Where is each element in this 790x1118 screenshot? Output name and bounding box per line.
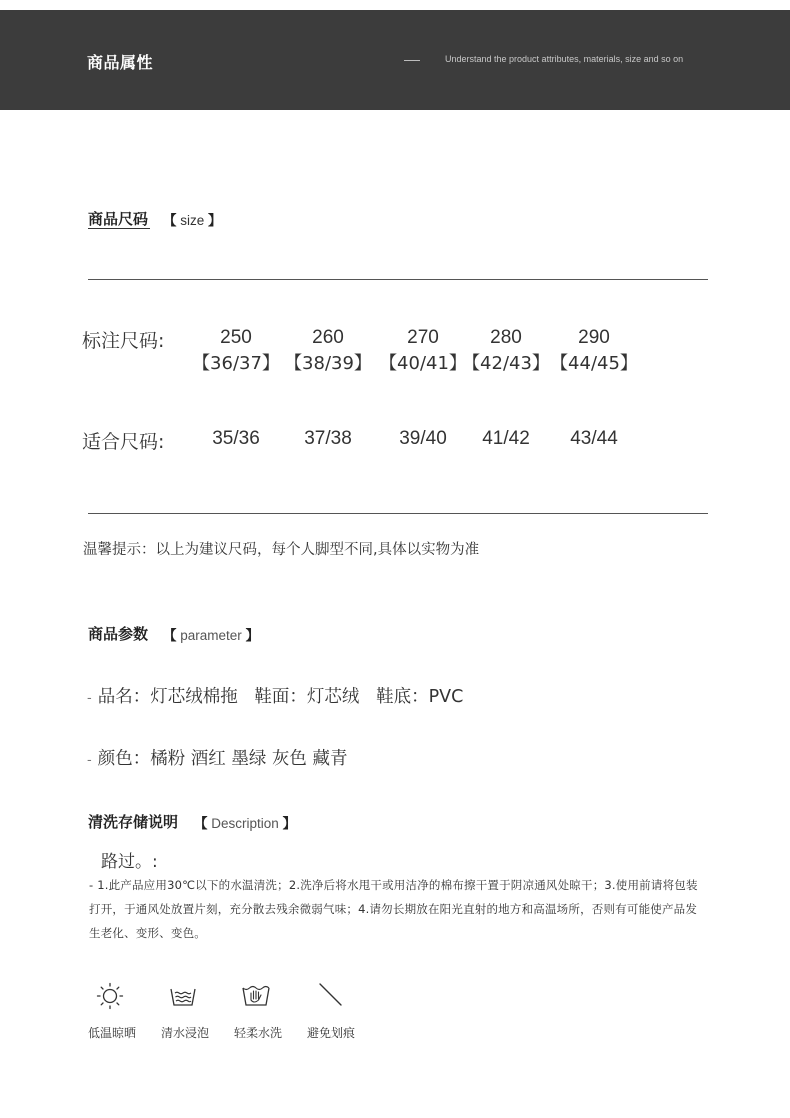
care-section-tag: 【 Description 】 bbox=[194, 816, 297, 831]
fit-size-cell: 37/38 bbox=[304, 428, 352, 449]
size-tip: 温馨提示：以上为建议尺码，每个人脚型不同,具体以实物为准 bbox=[83, 542, 480, 558]
size-table-top-rule bbox=[88, 279, 708, 280]
header-title: 商品属性 bbox=[87, 53, 154, 72]
care-icon-label: 清水浸泡 bbox=[160, 1026, 209, 1040]
care-description: - 1.此产品应用30℃以下的水温清洗；2.洗净后将水甩干或用洁净的棉布擦干置于阴凉通风处晾干；3.使用前请将包装打开，于通风处放置片刻，充分散去残余微弱气味；4.请勿长期放在阳光直射的地方和高温场所，否则有可能使产品发生老化、变形、变色。 bbox=[89, 878, 698, 940]
param-line-color: - 颜色：橘粉 酒红 墨绿 灰色 藏青 bbox=[87, 749, 348, 769]
header-divider bbox=[404, 60, 420, 61]
labeled-size-cell: 260 【38/39】 bbox=[284, 327, 372, 374]
slash-icon bbox=[309, 980, 349, 1012]
fit-size-cell: 39/40 bbox=[399, 428, 447, 449]
labeled-size-cell: 280 【42/43】 bbox=[462, 327, 550, 374]
labeled-size-row-label: 标注尺码: bbox=[82, 330, 165, 352]
care-icon-label: 轻柔水洗 bbox=[233, 1026, 282, 1040]
param-section-title: 商品参数 bbox=[88, 625, 149, 643]
size-table-bottom-rule bbox=[88, 513, 708, 514]
fit-size-cell: 35/36 bbox=[212, 428, 260, 449]
hand-wash-icon bbox=[236, 980, 276, 1012]
labeled-size-cell: 290 【44/45】 bbox=[550, 327, 638, 374]
labeled-size-cell: 270 【40/41】 bbox=[379, 327, 467, 374]
fit-size-cell: 43/44 bbox=[570, 428, 618, 449]
size-section-title: 商品尺码 bbox=[88, 210, 149, 228]
param-line-name: - 品名：灯芯绒棉拖 鞋面：灯芯绒 鞋底：PVC bbox=[87, 687, 464, 707]
fit-size-row-label: 适合尺码: bbox=[82, 431, 165, 453]
care-icon-label: 避免划痕 bbox=[306, 1026, 355, 1040]
care-route-text: 路过。: bbox=[101, 852, 158, 872]
water-basin-icon bbox=[163, 980, 203, 1012]
care-icon-label: 低温晾晒 bbox=[87, 1026, 136, 1040]
header-subtitle: Understand the product attributes, materials, size and so on bbox=[445, 54, 684, 64]
header-banner bbox=[0, 10, 790, 110]
care-section-title: 清洗存储说明 bbox=[88, 813, 179, 831]
size-title-underline bbox=[88, 228, 150, 229]
size-section-tag: 【 size 】 bbox=[163, 213, 222, 228]
param-section-tag: 【 parameter 】 bbox=[163, 628, 260, 643]
labeled-size-cell: 250 【36/37】 bbox=[192, 327, 280, 374]
sun-icon bbox=[90, 980, 130, 1012]
fit-size-cell: 41/42 bbox=[482, 428, 530, 449]
